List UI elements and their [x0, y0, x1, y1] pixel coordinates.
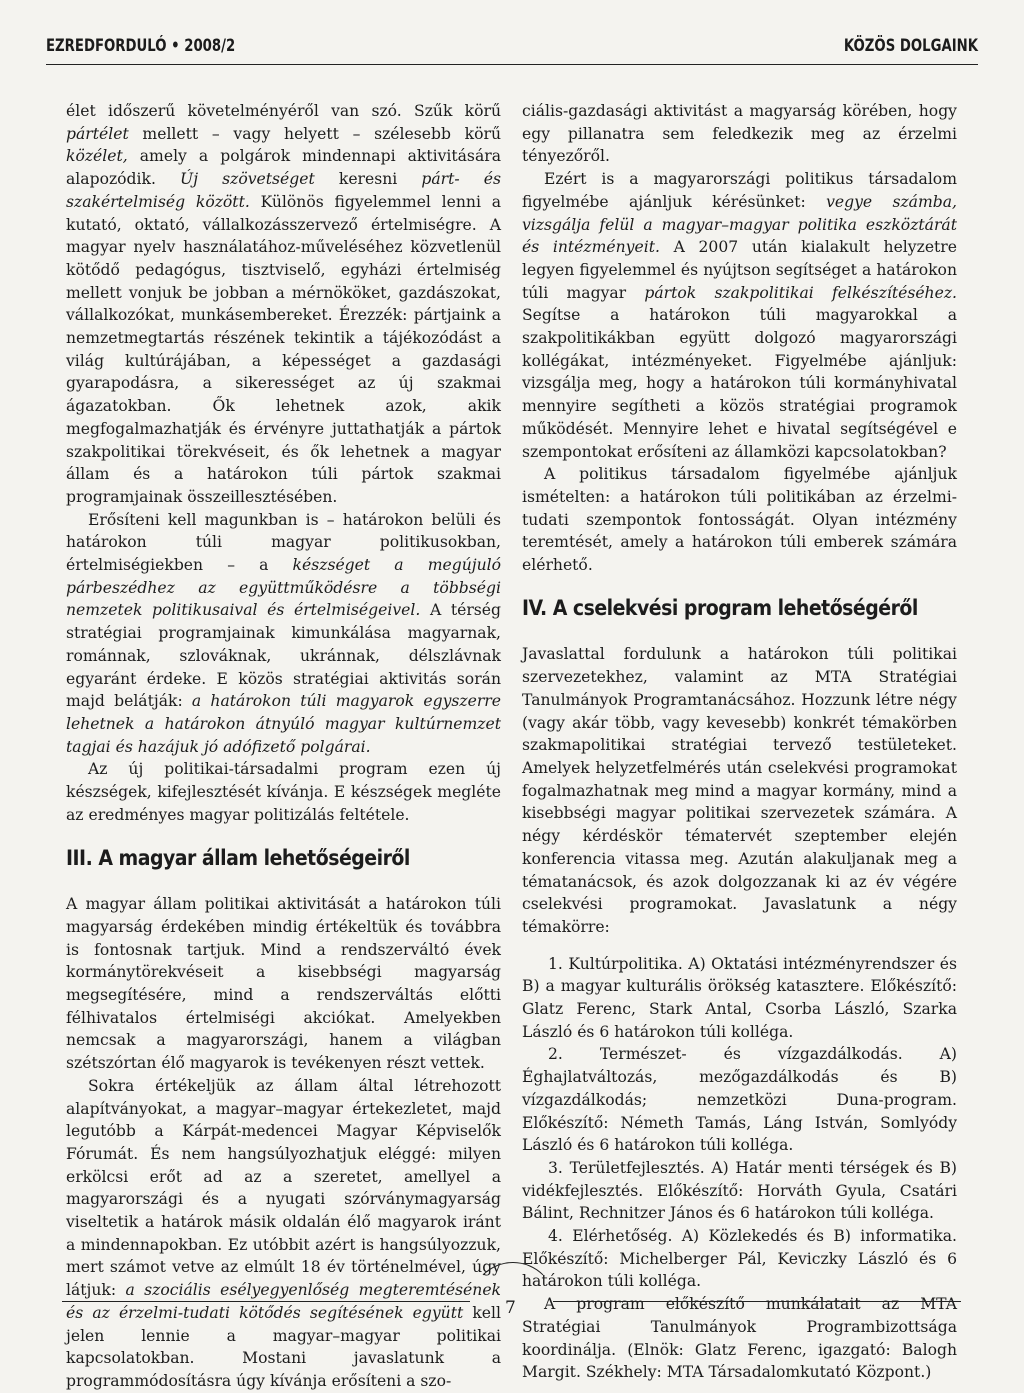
- paragraph: élet időszerű követelményéről van szó. Szűk körű pártélet mellett – vagy helyett – szélesebb körű közélet, amely a polgárok mindennapi aktivitására alapozódik. Új szövetséget keresni párt- és szakértelmiség között. Különös figyelemmel lenni a kutató, oktató, vállalkozásszervező értelmiségre. A magyar nyelv használatához-műveléséhez közvetlenül kötődő pedagógus, tisztviselő, egyházi értelmiség mellett vonjuk be jobban a mérnököket, gazdászokat, vállalkozókat, munkásembereket. Érezzék: pártjaink a nemzetmegtartás részének tekintik a tájékozódást a világ kultúrájában, a képességet a gazdasági gyarapodásra, a sikerességet az új szakmai ágazatokban. Ők lehetnek azok, akik megfogalmazhatják és érvényre juttathatják a pártok szakpolitikai törekvéseit, és ők lehetnek a magyar állam és a határokon túli pártok szakmai programjainak összeillesztésében.: [66, 102, 501, 506]
- running-header: [46, 30, 978, 65]
- paragraph: ciális-gazdasági aktivitást a magyarság körében, hogy egy pillanatra sem feledkezik meg az érzelmi tényezőről.: [522, 102, 957, 166]
- section-heading: III. A magyar állam lehetőségeiről: [66, 845, 410, 870]
- paragraph: Sokra értékeljük az állam által létrehozott alapítványokat, a magyar–magyar értekezletet, majd legutóbb a Kárpát-medencei Magyar Képviselők Fórumát. És nem hangsúlyozhatjuk eléggé: milyen erkölcsi erőt ad az a szeretet, amellyel a magyarországi és a nyugati szórványmagyarság viseltetik a határok másik oldalán élő magyarok iránt a mindennapokban. Ez utóbbit azért is hangsúlyozzuk, mert számot vetve az elmúlt 18 év történelmével, úgy látjuk: a szociális esélyegyenlőség megteremtésének és az érzelmi-tudati kötődés segítésének együtt kell jelen lennie a magyar–magyar politikai kapcsolatokban. Mostani javaslatunk a programmódosításra úgy kívánja erősíteni a szo-: [66, 1076, 502, 1390]
- section-title: KÖZÖS DOLGAINK: [843, 36, 978, 56]
- journal-title: EZREDFORDULÓ • 2008/2: [46, 36, 236, 56]
- left-column: [66, 100, 501, 1393]
- footer-rule-left: [62, 1301, 470, 1302]
- paragraph: Ezért is a magyarországi politikus társadalom figyelmébe ajánljuk kérésünket: vegye számba, vizsgálja felül a magyar–magyar politika eszköztárát és intézményeit. A 2007 után kialakult helyzetre legyen figyelemmel és nyújtson segítséget a határokon túli magyar pártok szakpolitikai felkészítéséhez. Segítse a határokon túli magyarokkal a szakpolitikákban együtt dolgozó magyarországi kollégákat, intézményeket. Figyelmébe ajánljuk: vizsgálja meg, hogy a határokon túli kormányhivatal mennyire segítheti a közös stratégiai programok működését. Mennyire lehet e hivatal segítségével e szempontokat erősíteni az államközi kapcsolatokban?: [522, 170, 957, 461]
- section-heading: IV. A cselekvési program lehetőségéről: [522, 595, 918, 620]
- right-column: [522, 100, 957, 1384]
- paragraph: Erősíteni kell magunkban is – határokon belüli és határokon túli magyar politikusokban, értelmiségiekben – a készséget a megújuló párbeszédhez az együttműködésre a többségi nemzetek politikusaival és értelmiségeivel. A térség stratégiai programjainak kimunkálása magyarnak, románnak, szlováknak, ukránnak, délszlávnak egyaránt érdeke. E közös stratégiai aktivitás során majd belátják: a határokon túli magyarok egyszerre lehetnek a határokon átnyúló magyar kultúrnemzet tagjai és hazájuk jó adófizető polgárai.: [66, 510, 501, 756]
- list-item: 2. Természet- és vízgazdálkodás. A) Éghajlatváltozás, mezőgazdálkodás és B) vízgazdálkodás; nemzetközi Duna-program. Előkészítő: Németh Tamás, Láng István, Somlyódy László és 6 határokon túli kolléga.: [522, 1045, 957, 1155]
- list-item: 4. Elérhetőség. A) Közlekedés és B) informatika. Előkészítő: Michelberger Pál, Keviczky László és 6 határokon túli kolléga.: [522, 1227, 957, 1291]
- footer-rule-right: [553, 1301, 961, 1302]
- paragraph: A magyar állam politikai aktivitását a határokon túli magyarság érdekében mindig értékeltük és továbbra is fontosnak tartjuk. Mind a rendszerváltó évek kormánytörekvéseit a kisebbségi magyarság megsegítésére, mind a rendszerváltás előtti félhivatalos értelmiségi akciókat. Amelyekben nemcsak a magyarországi, hanem a világban szétszórtan élő magyarok is tevékenyen részt vettek.: [66, 895, 501, 1073]
- page-number: 7: [505, 1298, 516, 1318]
- paragraph: A politikus társadalom figyelmébe ajánljuk ismételten: a határokon túli politikában az érzelmi-tudati szempontok fontosságát. Olyan intézmény teremtését, amely a határokon túli emberek számára elérhető.: [522, 465, 957, 575]
- list-item: 1. Kultúrpolitika. A) Oktatási intézményrendszer és B) a magyar kulturális örökség katasztere. Előkészítő: Glatz Ferenc, Stark Antal, Csorba László, Szarka László és 6 határokon túli kolléga.: [522, 954, 957, 1041]
- paragraph: Javaslattal fordulunk a határokon túli politikai szervezetekhez, valamint az MTA Stratégiai Tanulmányok Programtanácsához. Hozzunk létre négy (vagy akár több, vagy kevesebb) konkrét témakörben szakmapolitikai stratégiai tervező testületeket. Amelyek helyzetfelmérés után cselekvési programokat fogalmazhatnak meg mind a magyar kormány, mind a kisebbségi magyar politikai szervezetek számára. A négy kérdéskör tématervét szeptember elején konferencia vitassa meg. Azután alakuljanak meg a tématanácsok, és azok dolgozzanak ki az év végére cselekvési programokat. Javaslatunk a négy témakörre:: [522, 645, 957, 936]
- paragraph: A program előkészítő munkálatait az MTA Stratégiai Tanulmányok Programbizottsága koordinálja. (Elnök: Glatz Ferenc, igazgató: Balogh Margit. Székhely: MTA Társadalomkutató Központ.): [522, 1295, 957, 1382]
- paragraph: Az új politikai-társadalmi program ezen új készségek, kifejlesztését kívánja. E készségek megléte az eredményes magyar politizálás feltétele.: [66, 760, 501, 824]
- list-item: 3. Területfejlesztés. A) Határ menti térségek és B) vidékfejlesztés. Előkészítő: Horváth Gyula, Csatári Bálint, Rechnitzer János és 6 határokon túli kolléga.: [522, 1158, 957, 1223]
